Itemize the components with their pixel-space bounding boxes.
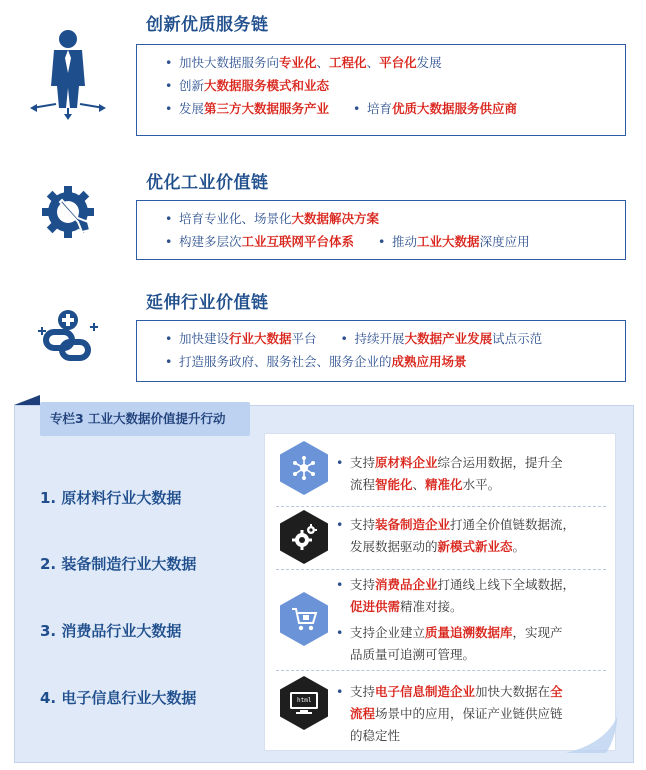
equipment-text: • 支持装备制造企业打通全价值链数据流， 发展数据驱动的新模式新业态。: [336, 517, 576, 554]
industry-label-equipment: 2. 装备制造行业大数据: [40, 555, 197, 573]
shopping-cart-icon: [290, 605, 318, 637]
industry-label-electronics: 4. 电子信息行业大数据: [40, 689, 197, 707]
row-divider: [276, 670, 606, 671]
sector-line-2: • 打造服务政府、服务社会、服务企业的成熟应用场景: [165, 354, 467, 369]
service-chain-box: [136, 44, 626, 136]
row-divider: [276, 506, 606, 507]
industry-line-1: • 培育专业化、场景化大数据解决方案: [165, 211, 380, 226]
industry-label-raw-materials: 1. 原材料行业大数据: [40, 489, 182, 507]
gear-icon: [291, 523, 317, 555]
section-title-service-chain: 创新优质服务链: [146, 15, 269, 35]
sector-value-box: [136, 320, 626, 382]
row-divider: [276, 569, 606, 570]
html-badge-text: html: [297, 697, 312, 704]
panel-tab-title: 专栏3 工业大数据价值提升行动: [40, 402, 250, 436]
service-line-2: • 创新大数据服务模式和业态: [165, 78, 330, 93]
service-line-3: • 发展第三方大数据服务产业 • 培育优质大数据服务供应商: [165, 101, 518, 116]
page-curl: [566, 705, 618, 757]
chain-link-plus-icon: [36, 306, 100, 368]
industry-value-box: [136, 200, 626, 260]
monitor-icon: [289, 691, 319, 719]
service-line-1: • 加快大数据服务向专业化、工程化、平台化发展: [165, 55, 442, 70]
consumer-goods-text: • 支持消费品企业打通线上线下全域数据， 促进供需精准对接。 • 支持企业建立质量追溯数据库，实现产 品质量可追溯可管理。: [336, 577, 576, 662]
industry-line-2: • 构建多层次工业互联网平台体系 • 推动工业大数据深度应用: [165, 234, 530, 249]
wrench-gear-icon: [38, 182, 98, 246]
industry-label-consumer-goods: 3. 消费品行业大数据: [40, 622, 182, 640]
network-icon: [291, 455, 317, 485]
electronics-text: • 支持电子信息制造企业加快大数据在全 流程场景中的应用，保证产业链供应链 的稳定性: [336, 684, 563, 743]
section-title-sector-value-chain: 延伸行业价值链: [146, 293, 269, 313]
businessman-icon: [30, 28, 106, 124]
raw-materials-text: • 支持原材料企业综合运用数据，提升全 流程智能化、精准化水平。: [336, 455, 563, 492]
section-title-industry-value-chain: 优化工业价值链: [146, 173, 269, 193]
panel-tab-fold: [14, 395, 40, 405]
sector-line-1: • 加快建设行业大数据平台 • 持续开展大数据产业发展试点示范: [165, 331, 543, 346]
